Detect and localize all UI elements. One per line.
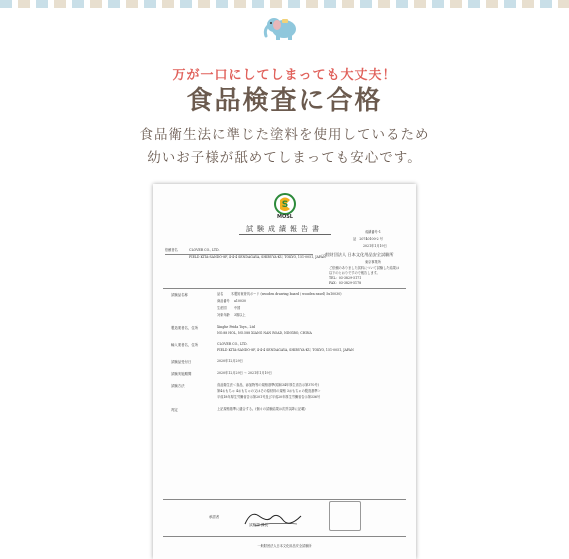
row-label: 試験品受付日: [171, 360, 192, 364]
row-label: 試験品名称: [171, 293, 188, 297]
row-label: 製造業者名，住所: [171, 326, 199, 330]
row-value: NO.88 HOL, NO.588 XIANG NAN ROAD, NINGBO, CHINA: [217, 331, 312, 335]
recipient-name: CLOVER CO., LTD.: [189, 248, 220, 252]
approver-label: 承認者: [209, 515, 220, 519]
divider: [163, 536, 406, 537]
seal-stamp: [329, 501, 361, 531]
row-value: 品名 木製知育遊具ボード (wooden drawing board / wooden easel) 5x10030): [217, 292, 342, 296]
row-label: 輸入業者名，住所: [171, 343, 199, 347]
row-value: 生産国 中国: [217, 306, 241, 310]
row-label: 判定: [171, 408, 178, 412]
lab-line: TEL：03-3829-5171: [329, 276, 362, 280]
divider: [163, 499, 406, 500]
description-line: 幼いお子様が舐めてしまっても安心です。: [147, 150, 422, 166]
row-value: 対象年齢 3歳以上: [217, 313, 246, 317]
row-value: 2020年12月29日 ～ 2021年1月19日: [217, 371, 272, 375]
row-value: CLOVER CO., LTD.: [217, 342, 248, 346]
logo-text: MOSL: [276, 214, 293, 220]
row-value: 上記規格基準に適合する。(個々の試験結果は次頁以降に記載): [217, 407, 306, 411]
recipient-label: 依頼者名: [165, 248, 178, 252]
tagline: 万が一口にしてしまっても大丈夫！: [172, 68, 397, 83]
document-title: 試験成績報告書: [246, 225, 323, 233]
row-value: FIELD KITA-SANDO-8F, 4-4-4 SENDAGAYA, SHIBUYA-KU, TOKYO, 151-0051, JAPAN: [217, 348, 354, 352]
row-value: 食品衛生法＜食品，添加物等の規格基準(昭和34年厚生省告示第370号): [217, 383, 319, 387]
title-underline: [239, 234, 331, 235]
row-value: 第4おもちゃ 4おもちゃの又はその原材料の規格 3おもちゃの製造基準＞: [217, 389, 321, 393]
row-value: 平成18年厚生労働省告示第201号及び平成20年厚生労働省告示第336号: [217, 395, 321, 399]
row-value: 商品番号 a10030: [217, 299, 246, 303]
page-title: 食品検査に合格: [186, 86, 383, 116]
footer-text: 一般財団法人日本文化用品安全試験所: [257, 544, 312, 548]
lab-line: 以下のとおりですので報告します。: [329, 271, 380, 275]
report-date: 2021年1月19日: [363, 244, 387, 248]
mosl-logo-icon: [273, 192, 297, 216]
lab-name: 一般財団法人 日本文化用品安全試験所: [321, 252, 394, 257]
description-line: 食品衛生法に準じた塗料を使用しているため: [139, 127, 430, 143]
row-value: Xinghe Feida Toys., Ltd: [217, 325, 255, 329]
test-report-document: [153, 184, 416, 559]
lab-line: ご依頼のありました試料について試験した結果は: [329, 266, 400, 270]
lab-line: FAX：03-3829-5178: [329, 281, 362, 285]
approver-name: 試験課 課長: [249, 523, 269, 527]
decorative-top-border: [0, 0, 569, 8]
row-value: 2020年12月29日: [217, 359, 243, 363]
reference-number: 成績番号-1: [365, 230, 381, 234]
recipient-address: FIELD KITA-SANDO-8F, 4-4-4 SENDAGAYA, SHIBUYA-KU, TOKYO, 151-0051, JAPAN: [189, 255, 326, 259]
description: [0, 124, 569, 170]
row-label: 試験方法: [171, 384, 185, 388]
report-number: 証 20740100-2 号: [353, 237, 383, 241]
row-label: 試験実施期間: [171, 372, 192, 376]
lab-office: 東京事業所: [365, 260, 381, 264]
svg-text:S: S: [281, 200, 289, 210]
divider: [163, 288, 406, 289]
elephant-icon: [262, 14, 302, 42]
